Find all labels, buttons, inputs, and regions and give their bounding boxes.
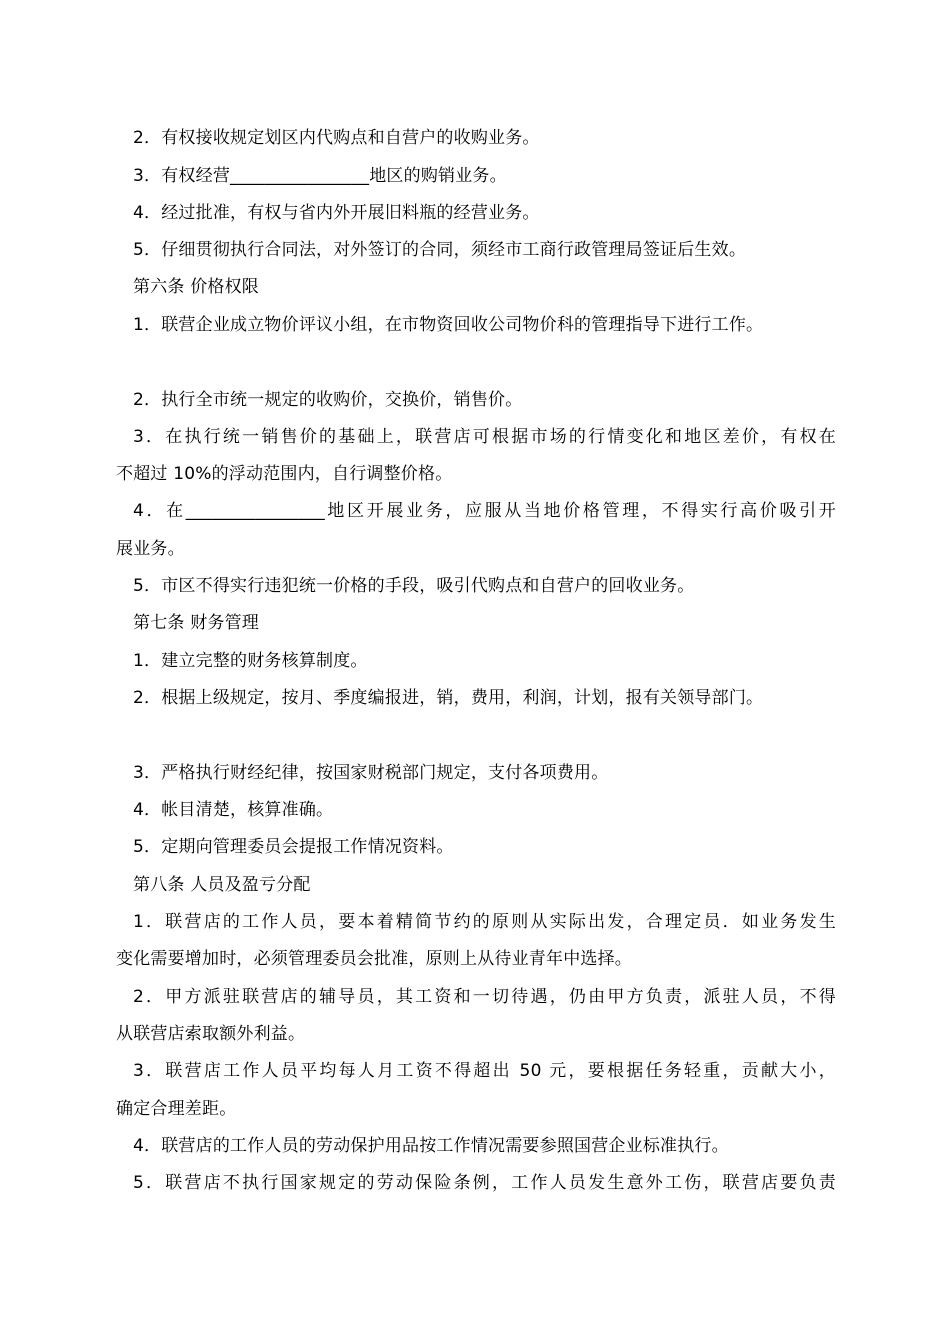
clause-line: 5．仔细贯彻执行合同法，对外签订的合同，须经市工商行政管理局签证后生效。 bbox=[133, 240, 747, 260]
clause-line: 2．执行全市统一规定的收购价，交换价，销售价。 bbox=[133, 390, 523, 410]
clause-line: 5．定期向管理委员会提报工作情况资料。 bbox=[133, 837, 454, 857]
clause-line: 3．联营店工作人员平均每人月工资不得超出 50 元，要根据任务轻重，贡献大小， bbox=[133, 1061, 836, 1081]
clause-line-continued: 不超过 10%的浮动范围内，自行调整价格。 bbox=[116, 464, 453, 484]
clause-line: 3．在执行统一销售价的基础上，联营店可根据市场的行情变化和地区差价，有权在 bbox=[133, 427, 836, 447]
clause-line: 1．联营店的工作人员，要本着精简节约的原则从实际出发，合理定员．如业务发生 bbox=[133, 912, 836, 932]
clause-line: 4．帐目清楚，核算准确。 bbox=[133, 800, 334, 820]
clause-line: 1．建立完整的财务核算制度。 bbox=[133, 651, 368, 671]
clause-line: 4．在________________地区开展业务，应服从当地价格管理，不得实行高价吸引开 bbox=[133, 501, 836, 521]
clause-line: 1．联营企业成立物价评议小组，在市物资回收公司物价科的管理指导下进行工作。 bbox=[133, 315, 764, 335]
clause-line-continued: 从联营店索取额外利益。 bbox=[116, 1024, 306, 1044]
clause-line-continued: 确定合理差距。 bbox=[116, 1099, 237, 1119]
clause-line: 2．甲方派驻联营店的辅导员，其工资和一切待遇，仍由甲方负责，派驻人员，不得 bbox=[133, 987, 836, 1007]
clause-line: 4．联营店的工作人员的劳动保护用品按工作情况需要参照国营企业标准执行。 bbox=[133, 1136, 729, 1156]
section-heading: 第八条 人员及盈亏分配 bbox=[133, 875, 311, 895]
clause-line: 2．根据上级规定，按月、季度编报进，销，费用，利润，计划，报有关领导部门。 bbox=[133, 688, 764, 708]
clause-line: 5．联营店不执行国家规定的劳动保险条例，工作人员发生意外工伤，联营店要负责 bbox=[133, 1173, 836, 1193]
clause-line: 3．有权经营________________地区的购销业务。 bbox=[133, 166, 507, 186]
clause-line: 3．严格执行财经纪律，按国家财税部门规定，支付各项费用。 bbox=[133, 763, 609, 783]
clause-line-continued: 变化需要增加时，必须管理委员会批准，原则上从待业青年中选择。 bbox=[116, 949, 632, 969]
clause-line: 2．有权接收规定划区内代购点和自营户的收购业务。 bbox=[133, 128, 540, 148]
clause-line: 4．经过批准，有权与省内外开展旧料瓶的经营业务。 bbox=[133, 203, 540, 223]
section-heading: 第七条 财务管理 bbox=[133, 613, 260, 633]
clause-line-continued: 展业务。 bbox=[116, 539, 185, 559]
section-heading: 第六条 价格权限 bbox=[133, 277, 260, 297]
clause-line: 5．市区不得实行违犯统一价格的手段，吸引代购点和自营户的回收业务。 bbox=[133, 576, 695, 596]
